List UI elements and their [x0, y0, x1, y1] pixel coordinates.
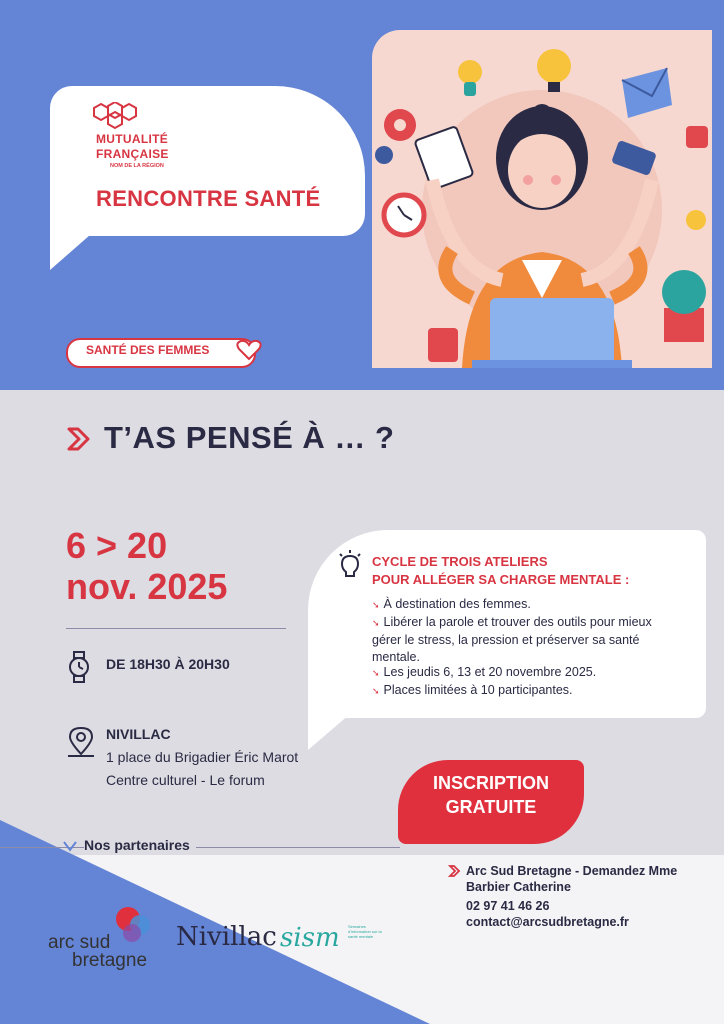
partners-divider — [0, 847, 400, 848]
nivillac-logo: Nivillac — [176, 922, 277, 952]
chevron-right-icon — [448, 864, 462, 878]
chat-icon — [686, 126, 708, 148]
contact-phone[interactable]: 02 97 41 46 26 — [466, 899, 550, 913]
chevron-right-icon — [66, 426, 96, 452]
illustration-woman-multitasking — [372, 30, 712, 368]
mug-icon — [428, 328, 458, 362]
bullet-arrow-icon: ➘ — [372, 618, 380, 628]
cycle-item-text: À destination des femmes. — [383, 597, 531, 611]
lightbulb-icon — [338, 550, 362, 580]
bullet-arrow-icon: ➘ — [372, 686, 380, 696]
brand-name-line2: FRANÇAISE — [96, 147, 169, 161]
coin-icon — [686, 210, 706, 230]
cycle-item — [372, 664, 672, 682]
cycle-info-box-tail — [308, 690, 378, 750]
lightbulb-icon — [537, 49, 571, 92]
cycle-item-text: Les jeudis 6, 13 et 20 novembre 2025. — [383, 665, 597, 679]
arc-logo-text-line1: arc sud — [48, 932, 111, 953]
cactus-icon — [662, 270, 706, 342]
location-city: NIVILLAC — [106, 726, 171, 742]
partners-title: Nos partenaires — [84, 837, 196, 853]
laptop-icon — [472, 298, 632, 368]
topic-tag-label: SANTÉ DES FEMMES — [86, 343, 210, 357]
illustration-svg — [372, 30, 712, 368]
cycle-item — [372, 614, 672, 666]
watch-icon — [66, 651, 92, 683]
divider — [66, 628, 286, 629]
brand-region: NOM DE LA RÉGION — [110, 163, 164, 169]
hexagon-logo-icon — [93, 102, 137, 134]
cycle-item — [372, 596, 672, 614]
arc-logo-text-line2: bretagne — [72, 950, 148, 971]
brand-name-line1: MUTUALITÉ — [96, 132, 169, 146]
date-range: 6 > 20 — [66, 525, 168, 566]
cycle-title-line1: CYCLE DE TROIS ATELIERS — [372, 554, 548, 569]
sism-logo: sism — [280, 923, 340, 953]
contact-email[interactable]: contact@arcsudbretagne.fr — [466, 915, 629, 929]
registration-line1: INSCRIPTION — [432, 773, 549, 793]
contact-person: Barbier Catherine — [466, 880, 571, 894]
cycle-item-text: Libérer la parole et trouver des outils pour mieux gérer le stress, la pression et préserver sa santé mentale. — [372, 615, 652, 664]
bullet-arrow-icon: ➘ — [372, 600, 380, 610]
date-month: nov. 2025 — [66, 566, 228, 607]
cycle-item — [372, 682, 672, 700]
cycle-title-line2: POUR ALLÉGER SA CHARGE MENTALE : — [372, 572, 630, 587]
clock-icon — [384, 195, 424, 235]
envelope-icon — [622, 68, 672, 118]
heart-icon — [236, 338, 262, 362]
location-address: 1 place du Brigadier Éric Marot — [106, 749, 299, 765]
location-venue: Centre culturel - Le forum — [106, 772, 265, 788]
sism-logo-subtitle: Semaines d'information sur la santé mentale — [348, 924, 382, 939]
contact-org: Arc Sud Bretagne - Demandez Mme — [466, 864, 678, 878]
registration-line2: GRATUITE — [445, 797, 537, 817]
headline: T’AS PENSÉ À … ? — [104, 420, 395, 455]
map-pin-icon — [66, 726, 96, 758]
event-hours: DE 18H30 À 20H30 — [106, 656, 230, 672]
chevron-down-icon — [62, 839, 78, 853]
event-type: RENCONTRE SANTÉ — [96, 186, 321, 211]
pacifier-icon — [458, 60, 482, 96]
bullet-arrow-icon: ➘ — [372, 668, 380, 678]
cycle-item-text: Places limitées à 10 participantes. — [383, 683, 573, 697]
gear-icon — [375, 109, 416, 164]
